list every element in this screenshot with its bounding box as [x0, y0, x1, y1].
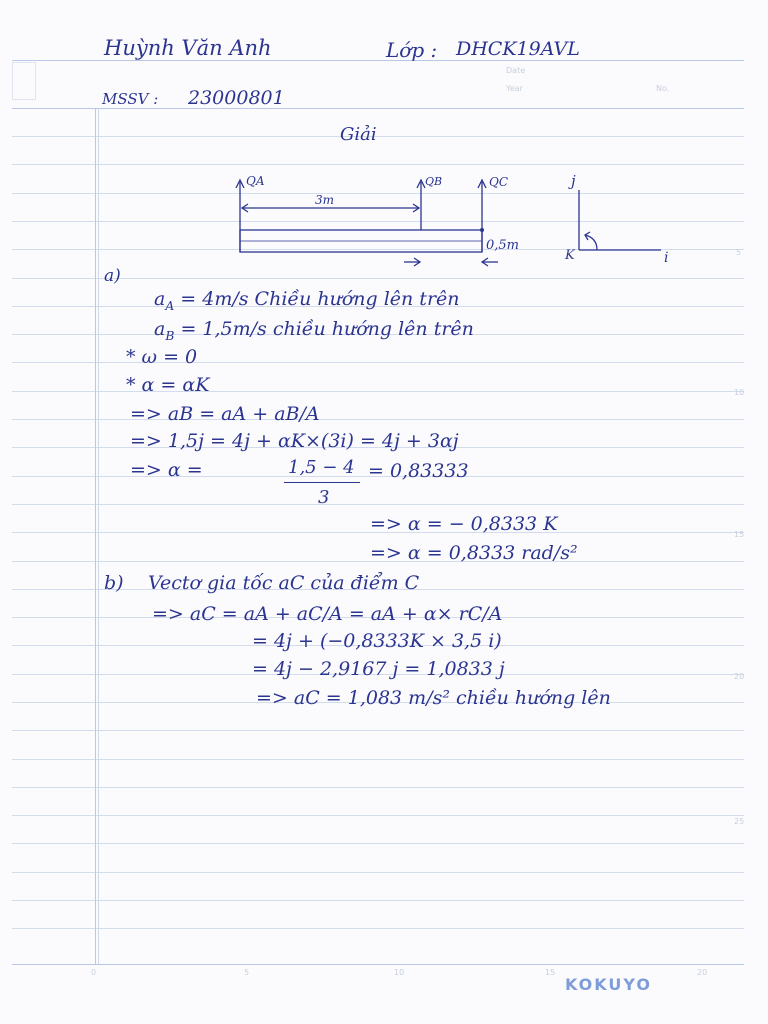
class-value: DHCK19AVL [456, 38, 580, 60]
part-b-label: b) [104, 572, 124, 594]
label-qa: QA [246, 174, 265, 188]
bottom-tick-10: 10 [394, 968, 405, 977]
part-a-label: a) [104, 266, 121, 286]
label-qb: QB [425, 175, 443, 188]
a-line-1-symbol: a [154, 288, 166, 310]
a-line-2-rest: = 1,5m/s chiều hướng lên trên [174, 318, 474, 340]
b-line-2: = 4j + (−0,8333K × 3,5 i) [252, 630, 502, 652]
a-line-7-fraction-bar [284, 482, 360, 483]
faint-year: Year [506, 84, 523, 93]
bottom-tick-0: 0 [91, 968, 97, 977]
label-axis-i: i [664, 250, 669, 266]
a-line-1-sub: A [165, 298, 175, 313]
b-line-3: = 4j − 2,9167 j = 1,0833 j [252, 658, 505, 680]
label-axis-j: j [571, 172, 576, 190]
a-line-7-denominator: 3 [318, 487, 330, 508]
a-line-7-numerator: 1,5 − 4 [288, 457, 355, 478]
a-line-7-left: => α = [130, 459, 203, 481]
a-line-3: * ω = 0 [126, 346, 198, 368]
right-tick-20: 20 [734, 672, 745, 681]
a-line-2-sub: B [165, 328, 175, 343]
bottom-tick-20: 20 [697, 968, 708, 977]
right-tick-10: 10 [734, 388, 745, 397]
a-line-5: => aB = aA + aB/A [130, 403, 320, 425]
b-heading: Vectơ gia tốc aC của điểm C [148, 572, 420, 594]
a-line-6: => 1,5j = 4j + αK×(3i) = 4j + 3αj [130, 430, 459, 452]
label-qc: QC [489, 175, 509, 189]
label-axis-k: K [565, 248, 575, 263]
b-line-1: => aC = aA + aC/A = aA + α× rC/A [152, 603, 503, 625]
a-line-2 [154, 318, 474, 343]
point-dot [480, 228, 484, 232]
mssv-label: MSSV : [102, 90, 159, 108]
mssv-value: 23000801 [188, 87, 285, 109]
right-tick-25: 25 [734, 817, 745, 826]
right-tick-5: 5 [736, 248, 742, 257]
a-line-7-result: = 0,83333 [368, 460, 469, 482]
faint-date: Date [506, 66, 526, 75]
b-line-4: => aC = 1,083 m/s² chiều hướng lên [256, 687, 611, 709]
a-line-9: => α = 0,8333 rad/s² [370, 542, 578, 564]
a-line-1 [154, 288, 460, 313]
a-line-8: => α = − 0,8333 K [370, 513, 558, 535]
student-name: Huỳnh Văn Anh [104, 36, 272, 60]
right-tick-15: 15 [734, 530, 745, 539]
bottom-tick-5: 5 [244, 968, 250, 977]
bottom-tick-15: 15 [545, 968, 556, 977]
class-label: Lớp : [386, 38, 438, 62]
a-line-1-rest: = 4m/s Chiều hướng lên trên [174, 288, 460, 310]
solution-title: Giải [340, 124, 377, 145]
faint-no: No. [656, 84, 670, 93]
label-span: 3m [315, 193, 335, 207]
a-line-2-symbol: a [154, 318, 166, 340]
brand-logo: KOKUYO [565, 975, 653, 994]
label-offset: 0,5m [486, 238, 520, 253]
a-line-4: * α = αK [126, 374, 210, 396]
